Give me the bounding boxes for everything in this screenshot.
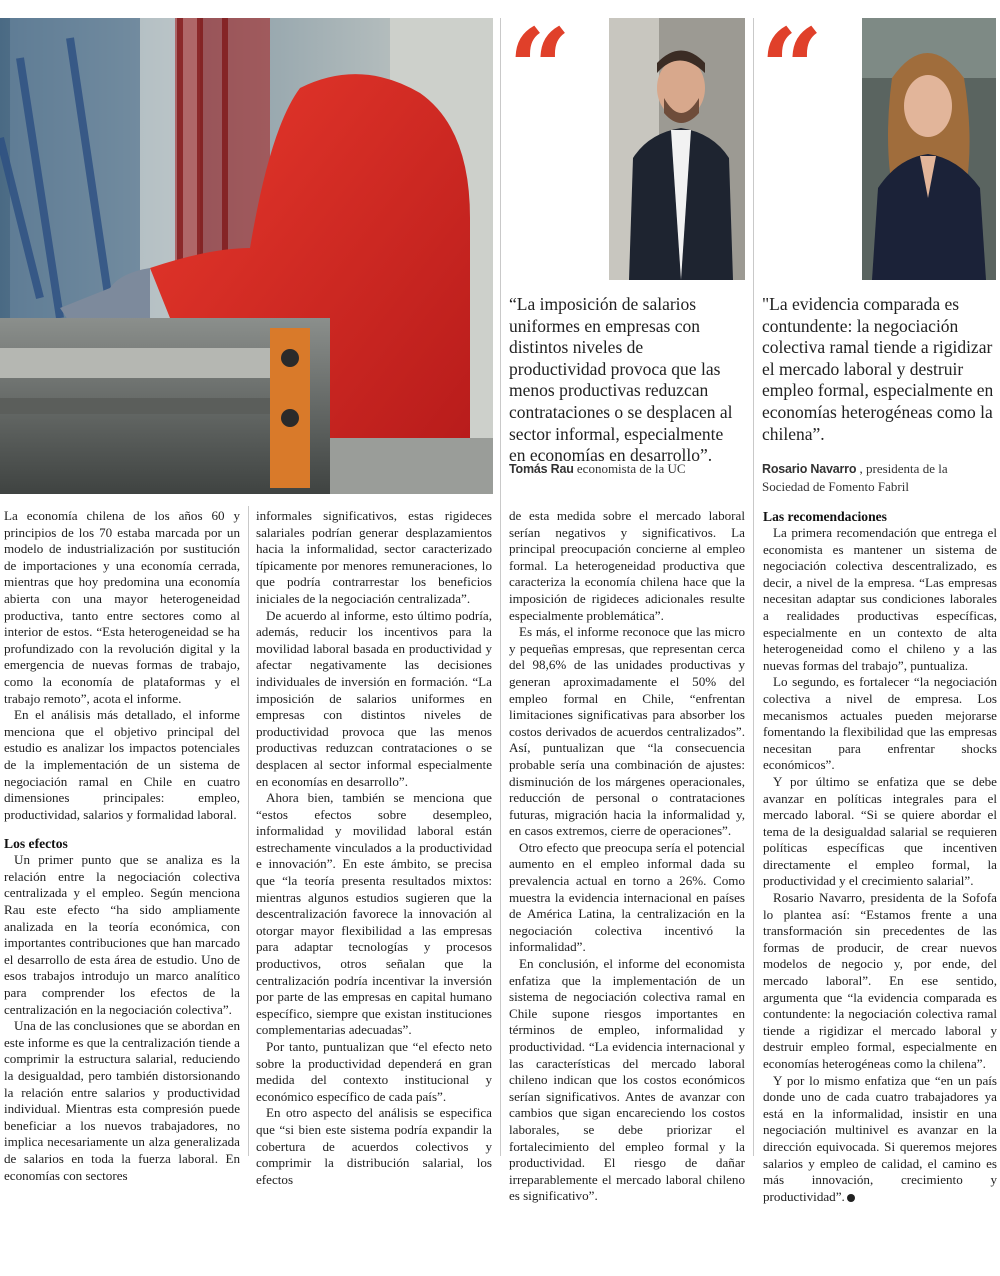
paragraph: En otro aspecto del análisis se especifica que “si bien este sistema podría expandir la cobertura de acuerdos colectivos y comprimir la distribución salarial, los efectos xyxy=(256,1105,492,1187)
paragraph: Un primer punto que se analiza es la relación entre la negociación colectiva centralizada y el empleo. Según menciona Rau este efecto “ha sido ampliamente analizada en la teoría económica, con importantes contribuciones que han marcado el desarrollo de esta área de estudio. Uno de esos trabajos introdujo un marco analítico para comprender los efectos de la centralización en la negociación colectiva”. xyxy=(4,852,240,1017)
quote-author: Tomás Rau xyxy=(509,462,574,476)
worker-illustration xyxy=(0,18,493,494)
paragraph: Lo segundo, es fortalecer “la negociación colectiva a nivel de empresa. Los mecanismos actuales pueden mejorarse fomentando la flexibilidad que las empresas necesitan para enfrentar shocks económicos”. xyxy=(763,674,997,773)
end-of-article-icon xyxy=(847,1194,855,1202)
portrait-tomas-rau xyxy=(609,18,745,280)
person-icon xyxy=(862,18,996,280)
article-column-3 xyxy=(509,508,745,1205)
quote-author-role: economista de la UC xyxy=(576,461,686,476)
paragraph: La economía chilena de los años 60 y principios de los 70 estaba marcada por un modelo de industrialización por sustitución de importaciones y una economía cerrada, mientras que hoy predomina una economía abierta con una mayor heterogeneidad productiva, tanto entre sectores como al interior de estos. “Esta heterogeneidad se ha profundizado con la revolución digital y la emergencia de nuevas formas de trabajo, como la economía de plataformas y el trabajo remoto”, acota el informe. xyxy=(4,508,240,706)
article-column-2 xyxy=(256,508,492,1188)
portrait-rosario-navarro xyxy=(862,18,996,280)
article-column-4 xyxy=(763,508,997,1205)
paragraph: Rosario Navarro, presidenta de la Sofofa lo plantea así: “Estamos frente a una transformación sin precedentes de las formas de producir, de crear nuevos modelos de negocio y, por ende, del mercado laboral”. En ese sentido, argumenta que “la evidencia comparada es contundente: la negociación colectiva ramal tiende a rigidizar el mercado laboral y destruir empleo formal, especialmente en economías heterogéneas como la chilena”. xyxy=(763,890,997,1071)
paragraph: En el análisis más detallado, el informe menciona que el objetivo principal del estudio es analizar los impactos potenciales de la implementación de un sistema de negociación ramal en Chile en cuatro dimensiones principales: empleo, productividad, salarios y formalidad laboral. xyxy=(4,707,240,822)
pull-quote: "La evidencia comparada es contundente: la negociación colectiva ramal tiende a rigidizar el mercado laboral y destruir empleo formal, especialmente en economías heterogéneas como la chilena”. xyxy=(762,294,994,444)
paragraph: La primera recomendación que entrega el economista es mantener un sistema de negociación colectiva descentralizado, es decir, a nivel de la empresa. “Las empresas necesitan adaptar sus condiciones laborales a realidades productivas específicas, especialmente en un contexto de alta heterogeneidad como el chileno y a las nuevas formas del trabajo”, puntualiza. xyxy=(763,525,997,673)
person-icon xyxy=(609,18,745,280)
paragraph: Otro efecto que preocupa sería el potencial aumento en el empleo informal dada su prevalencia actual en torno a 26%. Como muestra la evidencia internacional en países de América Latina, la centralización en la negociación colectiva incentivó la informalidad”. xyxy=(509,839,745,955)
column-divider xyxy=(248,506,249,1156)
paragraph: De acuerdo al informe, esto último podría, además, reducir los incentivos para la movilidad laboral basada en productividad y afectar negativamente las decisiones individuales de inversión en formación. “La imposición de salarios uniformes en empresas con distintos niveles de productividad provoca que las menos productivas reduzcan contrataciones o se desplacen al sector informal especialmente en economías en desarrollo”. xyxy=(256,607,492,789)
section-heading: Los efectos xyxy=(4,836,68,852)
paragraph: Es más, el informe reconoce que las micro y pequeñas empresas, que representan cerca del 98,6% de las unidades productivas y generan aproximadamente el 50% del empleo formal en Chile, “enfrentan limitaciones significativas para absorber los costos derivados de acuerdos centralizados”. Así, puntualizan que “la consecuencia probable sería una combinación de ajustes: disminución de los márgenes operacionales, reducción de personal o contrataciones futuras, migración hacia la informalidad y, en casos extremos, cierre de operaciones”. xyxy=(509,624,745,839)
section-heading: Las recomendaciones xyxy=(763,509,887,524)
quote-author: Rosario Navarro xyxy=(762,462,857,476)
paragraph: Y por último se enfatiza que se debe avanzar en políticas integrales para el mercado laboral. “Si se quiere abordar el tema de la desigualdad salarial se requieren políticas específicas que incentiven directamente el empleo formal, la productividad y el crecimiento salarial”. xyxy=(763,773,997,889)
column-divider xyxy=(753,18,754,1156)
paragraph: En conclusión, el informe del economista enfatiza que la implementación de un sistema de negociación colectiva ramal en Chile supone riesgos importantes en términos de empleo, informalidad y productividad. “La evidencia internacional y las características del mercado laboral chileno indican que los costos económicos serían significativos. Antes de avanzar con cambios que sigan encareciendo los costos laborales, se debe priorizar el fortalecimiento del empleo formal y la productividad. El riesgo de dañar irreparablemente el mercado laboral chileno es significativo”. xyxy=(509,956,745,1204)
quote-credit xyxy=(509,460,745,478)
quote-author-role: , presidenta de la Sociedad de Fomento Fabril xyxy=(762,461,948,494)
pull-quote: “La imposición de salarios uniformes en empresas con distintos niveles de productividad provoca que las menos productivas reduzcan contrataciones o se desplacen al sector informal, especialmente en economías en desarrollo”. xyxy=(509,294,733,466)
paragraph: de esta medida sobre el mercado laboral serían negativos y significativos. La principal preocupación concierne al empleo formal. La heterogeneidad productiva que caracteriza la economía chilena hace que la imposición de rigideces adicionales resulte especialmente problemática”. xyxy=(509,508,745,623)
paragraph-text: Y por lo mismo enfatiza que “en un país donde uno de cada cuatro trabajadores ya está en la informalidad, insistir en una negociación multinivel es avanzar en la dirección equivocada. Si queremos mejores salarios y empleo de calidad, el camino es más innovación, crecimiento y productividad”. xyxy=(763,1072,997,1204)
quote-credit xyxy=(762,460,996,495)
quote-mark-icon: “ xyxy=(760,4,824,133)
paragraph: Una de las conclusiones que se abordan en este informe es que la centralización tiende a comprimir la estructura salarial, reduciendo la desigualdad, pero también distorsionando la relación entre salarios y productividad individual. Mientras esta compresión puede beneficiar a los nuevos trabajadores, no implica necesariamente un alza generalizada de salarios en toda la fuerza laboral. En economías con sectores xyxy=(4,1018,240,1183)
paragraph: informales significativos, estas rigideces salariales podrían generar desplazamientos hacia la informalidad, sector caracterizado típicamente por menores remuneraciones, lo que podría contrarrestar los beneficios iniciales de la negociación centralizada”. xyxy=(256,508,492,606)
paragraph: Ahora bien, también se menciona que “estos efectos sobre desempleo, informalidad y movilidad laboral están estrechamente vinculados a la productividad e innovación”. En este ámbito, se precisa que “la teoría presenta resultados mixtos: mientras algunos estudios sugieren que la descentralización favorece la innovación al otorgar mayor flexibilidad a las empresas para adaptar tecnologías y procesos productivos, otros señalan que la centralización podría incentivar la inversión por parte de las empresas en capital humano específico, siempre que existan instituciones complementarias adecuadas”. xyxy=(256,790,492,1038)
quote-mark-icon: “ xyxy=(508,4,572,133)
column-divider xyxy=(500,18,501,1156)
main-photo-worker xyxy=(0,18,493,494)
paragraph: Por tanto, puntualizan que “el efecto neto sobre la productividad dependerá en gran medida del contexto institucional y económico específico de cada país”. xyxy=(256,1039,492,1104)
paragraph-final xyxy=(763,1073,997,1206)
article-column-1 xyxy=(4,508,240,1184)
